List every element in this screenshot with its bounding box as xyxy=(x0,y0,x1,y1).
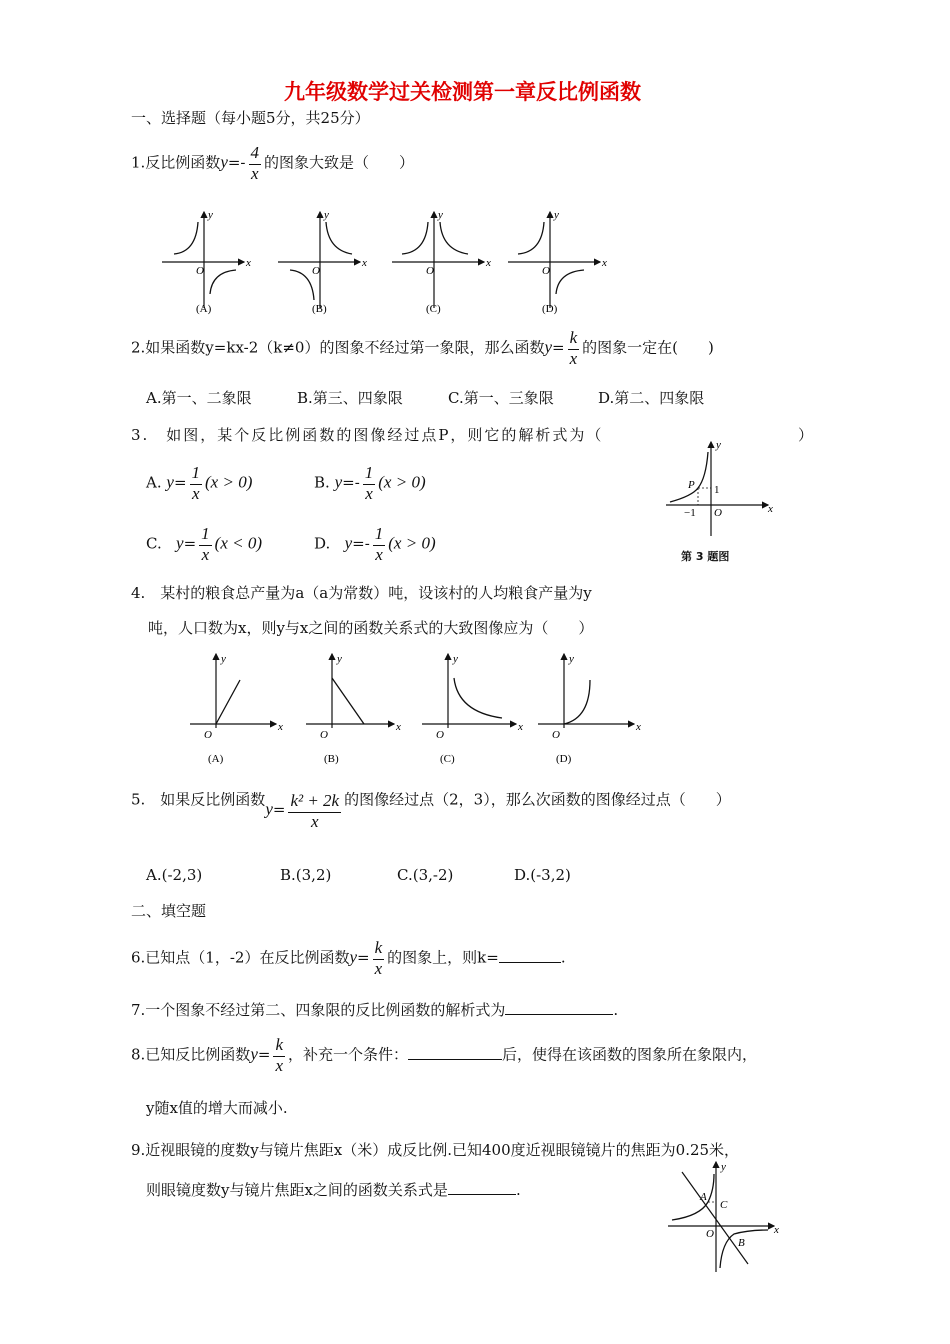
svg-text:x: x xyxy=(278,721,283,733)
q1-graph-d xyxy=(508,209,607,315)
q3-graph xyxy=(660,440,780,540)
question-9-line1: 9.近视眼镜的度数y与镜片焦距x（米）成反比例.已知400度近视眼镜镜片的焦距为0.25米， xyxy=(131,1141,740,1159)
svg-text:O: O xyxy=(196,265,204,277)
q1-label-d: (D) xyxy=(542,303,558,315)
svg-text:x: x xyxy=(636,721,641,733)
svg-text:x: x xyxy=(246,257,251,269)
q4-label-d: (D) xyxy=(556,753,572,765)
section-1-heading: 一、选择题（每小题5分，共25分） xyxy=(131,109,370,127)
svg-text:y: y xyxy=(554,209,559,221)
q3-caption: 第 3 题图 xyxy=(681,550,730,563)
q5-option-d: D.(-3,2) xyxy=(514,866,571,884)
q1-graph-c xyxy=(392,209,491,315)
svg-text:x: x xyxy=(774,1224,779,1236)
svg-text:O: O xyxy=(436,729,444,741)
q1-label-c: (C) xyxy=(426,303,441,315)
q4-graphs xyxy=(186,652,746,767)
question-4-line2: 吨，人口数为x，则y与x之间的函数关系式的大致图像应为（ ） xyxy=(148,619,594,637)
q1-graphs xyxy=(158,208,618,318)
svg-text:O: O xyxy=(542,265,550,277)
svg-text:x: x xyxy=(362,257,367,269)
svg-text:O: O xyxy=(552,729,560,741)
q5-option-c: C.(3,-2) xyxy=(397,866,454,884)
q4-label-b: (B) xyxy=(324,753,339,765)
svg-text:O: O xyxy=(320,729,328,741)
question-2: 2.如果函数y=kx-2（k≠0）的图象不经过第一象限，那么函数y= $\frac{k}{x}$ 的图象一定在( ) xyxy=(131,328,714,368)
section-2-heading: 二、填空题 xyxy=(131,902,207,920)
svg-text:C: C xyxy=(720,1199,728,1211)
q4-graph-d xyxy=(538,653,641,765)
q3-option-a: A. y= $\frac{1}{x}$ (x > 0) xyxy=(146,463,253,503)
q9-answer-blank[interactable] xyxy=(448,1180,516,1195)
q1-graph-a xyxy=(162,209,251,315)
q5-option-b: B.(3,2) xyxy=(280,866,332,884)
question-3-close: ） xyxy=(798,426,814,444)
svg-text:A: A xyxy=(700,1191,707,1203)
question-7: 7.一个图象不经过第二、四象限的反比例函数的解析式为 . xyxy=(131,1001,619,1019)
q8-answer-blank[interactable] xyxy=(408,1045,502,1060)
q7-answer-blank[interactable] xyxy=(505,1000,613,1015)
q3-option-c: C. y= $\frac{1}{x}$ (x < 0) xyxy=(146,524,262,564)
svg-text:O: O xyxy=(312,265,320,277)
q9-graph xyxy=(664,1160,784,1275)
svg-text:y: y xyxy=(453,653,458,665)
question-3: 3. 如图，某个反比例函数的图像经过点P，则它的解析式为（ xyxy=(131,426,604,444)
q3-option-d: D. y=- $\frac{1}{x}$ (x > 0) xyxy=(314,524,436,564)
svg-text:y: y xyxy=(208,209,213,221)
svg-text:x: x xyxy=(518,721,523,733)
question-8-line2: y随x值的增大而减小. xyxy=(146,1099,288,1117)
svg-text:1: 1 xyxy=(714,484,720,496)
svg-text:y: y xyxy=(569,653,574,665)
svg-text:−1: −1 xyxy=(684,507,696,519)
svg-text:O: O xyxy=(714,507,722,519)
svg-text:x: x xyxy=(768,503,773,515)
svg-text:O: O xyxy=(204,729,212,741)
svg-text:y: y xyxy=(438,209,443,221)
svg-text:P: P xyxy=(688,479,695,491)
svg-text:y: y xyxy=(716,439,721,451)
q6-answer-blank[interactable] xyxy=(499,948,561,963)
q4-graph-b xyxy=(306,653,401,765)
q4-label-a: (A) xyxy=(208,753,224,765)
svg-text:x: x xyxy=(602,257,607,269)
svg-text:y: y xyxy=(721,1161,726,1173)
question-9-line2: 则眼镜度数y与镜片焦距x之间的函数关系式是 . xyxy=(146,1181,521,1199)
question-5: 5. 如果反比例函数y= $\frac{\text{k² + 2k}}{x}$ 的图像经过点（2，3），那么次函数的图像经过点（ ） xyxy=(131,790,731,831)
q2-option-a: A.第一、二象限 xyxy=(146,389,252,407)
svg-text:x: x xyxy=(396,721,401,733)
question-1: 1.反比例函数y=- $\frac{4}{x}$ 的图象大致是（ ） xyxy=(131,143,415,183)
q1-graph-b xyxy=(278,209,367,315)
svg-text:y: y xyxy=(337,653,342,665)
svg-text:y: y xyxy=(221,653,226,665)
question-4-line1: 4. 某村的粮食总产量为a（a为常数）吨，设该村的人均粮食产量为y xyxy=(131,584,592,602)
q4-graph-c xyxy=(422,653,523,765)
q2-option-c: C.第一、三象限 xyxy=(448,389,554,407)
q4-graph-a xyxy=(190,653,283,765)
q4-label-c: (C) xyxy=(440,753,455,765)
q1-label-b: (B) xyxy=(312,303,327,315)
q3-option-b: B. y=- $\frac{1}{x}$ (x > 0) xyxy=(314,463,426,503)
svg-text:x: x xyxy=(486,257,491,269)
q2-option-d: D.第二、四象限 xyxy=(598,389,705,407)
q2-option-b: B.第三、四象限 xyxy=(297,389,403,407)
question-6: 6.已知点（1，-2）在反比例函数y= $\frac{k}{x}$ 的图象上，则k= . xyxy=(131,938,566,978)
q5-option-a: A.(-2,3) xyxy=(146,866,203,884)
page-title: 九年级数学过关检测第一章反比例函数 xyxy=(284,80,641,104)
question-8: 8.已知反比例函数y= $\frac{k}{x}$ ，补充一个条件： 后，使得在该函数的图象所在象限内， xyxy=(131,1035,758,1075)
svg-text:B: B xyxy=(738,1237,745,1249)
svg-text:y: y xyxy=(324,209,329,221)
svg-text:O: O xyxy=(426,265,434,277)
q1-label-a: (A) xyxy=(196,303,212,315)
svg-text:O: O xyxy=(706,1228,714,1240)
